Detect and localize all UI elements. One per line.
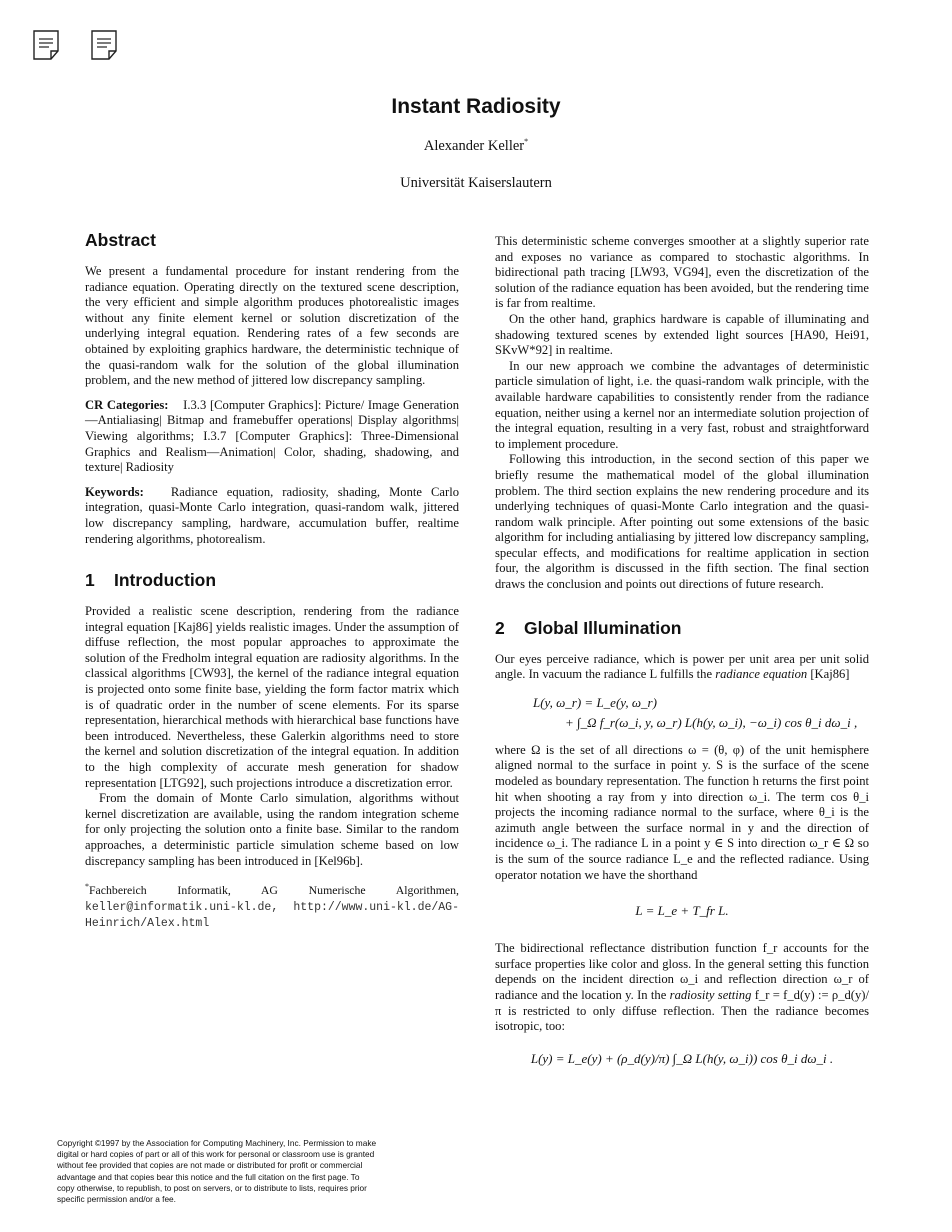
affiliation: Universität Kaiserslautern: [400, 175, 552, 191]
radiosity-equation: L(y) = L_e(y) + (ρ_d(y)/π) ∫_Ω L(h(y, ω_i)) cos θ_i dω_i .: [530, 1050, 834, 1066]
abstract-text: We present a fundamental procedure for instant rendering from the radiance equation. Operating directly on the textured scene description, the very efficient and simple algorithm produces photorealistic images without any finite element kernel or solution discretization of the underlying integral equation. Rendering rates of a few seconds are obtained by exploiting graphics hardware, the deterministic technique of the quasi-random walk for the solution of the global illumination problem, and the new method of jittered low discrepancy sampling.: [85, 264, 459, 388]
left-column: [85, 229, 459, 932]
keywords: Keywords: Radiance equation, radiosity, shading, Monte Carlo integration, quasi-Monte Carlo integration, quasi-random walk, jittered low discrepancy sampling, hardware, accumulation buffer, realtime rendering algorithms, photorealism.: [85, 484, 459, 546]
document-icon[interactable]: [91, 30, 117, 60]
global-paragraph-2: where Ω is the set of all directions ω = (θ, φ) of the unit hemisphere aligned normal to the surface in point y. S is the surface of the scene modeled as boundary representation. The function h returns the first point hit when shooting a ray from y into direction ω_i. The term cos θ_i projects the incoming radiance normal to the surface, where θ_i is the azimuth angle between the surface normal in y and the direction of incidence ω_i. The radiance L in a point y ∈ S into direction ω_r ∈ Ω so is the sum of the source radiance L_e and the reflected radiance. Using operator notation we have the shorthand: [495, 742, 869, 882]
paper-title: Instant Radiosity: [391, 95, 561, 118]
author-footnote-mark: *: [524, 137, 529, 146]
author-url[interactable]: http://www.uni-kl.de/AG-Heinrich/Alex.html: [85, 900, 459, 931]
intro-paragraph-4: On the other hand, graphics hardware is capable of illuminating and shadowing textured scenes by extended light sources [HA90, Hei91, SKvW*92] in realtime.: [495, 311, 869, 358]
intro-heading: 1 Introduction: [85, 570, 217, 591]
author-footnote: *Fachbereich Informatik, AG Numerische Algorithmen, keller@informatik.uni-kl.de, http://www.uni-kl.de/AG-Heinrich/Alex.html: [85, 882, 459, 931]
global-illumination-heading: 2 Global Illumination: [495, 617, 682, 638]
intro-paragraph-3: This deterministic scheme converges smoother at a slightly superior rate and exposes no variance as compared to stochastic algorithms. In bidirectional path tracing [LW93, VG94], even the discretization of the solution of the radiance equation has been avoided, but the rendering time is far from realtime.: [495, 234, 869, 311]
cr-categories: CR Categories: I.3.3 [Computer Graphics]: Picture/ Image Generation—Antialiasing| Bitmap and framebuffer operations| Display algorithms| Viewing algorithms; I.3.7 [Computer Graphics]: Three-Dimensional Graphics and Realism—Animation| Color, shading, shadowing, and texture| Radiosity: [85, 397, 459, 475]
intro-paragraph-5: In our new approach we combine the advantages of deterministic particle simulation of light, i.e. the quasi-random walk principle, with the available hardware capabilities to consistently render from the radiance equation, neither using a kernel nor an intermediate solution projection of the integral equation, resulting in a very fast, robust and straightforward to implement procedure.: [495, 358, 869, 451]
intro-paragraph-6: Following this introduction, in the second section of this paper we briefly resume the mathematical model of the global illumination problem. The third section explains the new rendering procedure and its underlying techniques of quasi-Monte Carlo integration and the quasi-random walk principle. After pointing out some extensions of the basic algorithm for including antialiasing by jittered low discrepancy sampling, specular effects, and modifications for realtime application in section four, the algorithm is discussed in the fifth section. The final section draws the conclusion and points out directions of future research.: [495, 452, 869, 592]
right-column: [495, 234, 869, 1083]
intro-paragraph-1: Provided a realistic scene description, rendering from the radiance integral equation [Kaj86] yields realistic images. Under the assumption of diffuse reflection, the most popular approaches to approximate the solution of the Fredholm integral equation are radiosity algorithms. In the classical algorithms [CW93], the kernel of the radiance integral equation is projected onto some finite base, yielding the form factor matrix which is of quadratic order in the number of scene elements. For its sparse representation, hierarchical methods with hierarchical base functions have been introduced. Nevertheless, these Galerkin algorithms need to store the kernel and solution discretization of the integral equation. In addition to the high complexity of accurate mesh generation for shadow representation [LTG92], such projections introduce a discretization error.: [85, 604, 459, 790]
copyright-notice: Copyright ©1997 by the Association for Computing Machinery, Inc. Permission to make digital or hard copies of part or all of this work for personal or classroom use is granted without fee provided that copies are not made or distributed for profit or commercial advantage and that copies bear this notice and the full citation on the first page. To copy otherwise, to republish, to post on servers, or to distribute to lists, requires prior specific permission and/or a fee.: [57, 1138, 377, 1205]
global-paragraph-3: The bidirectional reflectance distribution function f_r accounts for the surface properties like color and gloss. In the general setting this function depends on the incident direction ω_i and reflection direction ω_r of radiance and the location y. In the radiosity setting f_r = f_d(y) := ρ_d(y)/π is restricted to only diffuse reflection. Then the radiance becomes isotropic, too:: [495, 941, 869, 1034]
operator-equation: L = L_e + T_fr L.: [635, 903, 729, 919]
intro-paragraph-2: From the domain of Monte Carlo simulation, algorithms without kernel discretization are available, using the random integration scheme for only projecting the solution onto a finite base. Similar to the random approaches, a deterministic particle simulation scheme based on low discrepancy sampling has been introduced in [Kel96b].: [85, 791, 459, 868]
author: Alexander Keller*: [423, 137, 529, 154]
abstract-heading: Abstract: [85, 230, 156, 250]
global-paragraph-1: Our eyes perceive radiance, which is power per unit area per unit solid angle. In vacuum the radiance L fulfills the radiance equation [Kaj86]: [495, 651, 869, 682]
document-icon[interactable]: [33, 30, 59, 60]
radiance-equation: L(y, ω_r) = L_e(y, ω_r) + ∫_Ω f_r(ω_i, y, ω_r) L(h(y, ω_i), −ω_i) cos θ_i dω_i ,: [533, 694, 858, 730]
author-email[interactable]: keller@informatik.uni-kl.de,: [85, 900, 279, 914]
